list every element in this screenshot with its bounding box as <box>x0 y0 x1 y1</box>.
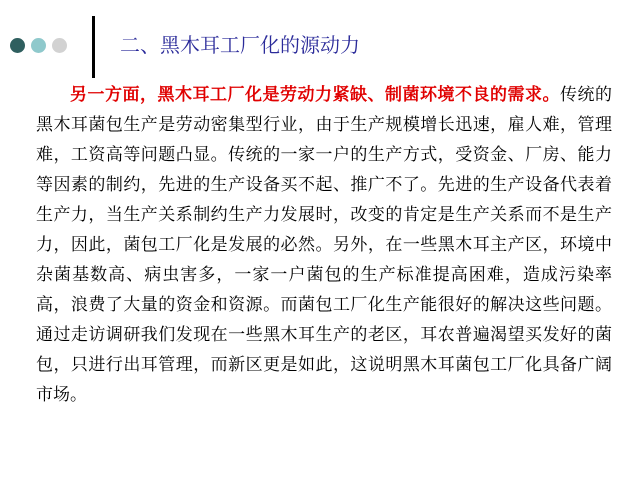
slide-title: 二、黑木耳工厂化的源动力 <box>120 33 360 57</box>
body-paragraph <box>36 80 612 410</box>
dot-light-teal <box>31 38 46 53</box>
decorative-dots <box>10 38 67 53</box>
dot-dark-teal <box>10 38 25 53</box>
highlight-sentence: 另一方面，黑木耳工厂化是劳动力紧缺、制菌环境不良的需求。 <box>70 85 560 105</box>
body-text: 传统的黑木耳菌包生产是劳动密集型行业，由于生产规模增长迅速，雇人难，管理难，工资高等问题凸显。传统的一家一户的生产方式，受资金、厂房、能力等因素的制约，先进的生产设备买不起、推广不了。先进的生产设备代表着生产力，当生产关系制约生产力发展时，改变的肯定是生产关系而不是生产力，因此，菌包工厂化是发展的必然。另外，在一些黑木耳主产区，环境中杂菌基数高、病虫害多，一家一户菌包的生产标准提高困难，造成污染率高，浪费了大量的资金和资源。而菌包工厂化生产能很好的解决这些问题。通过走访调研我们发现在一些黑木耳生产的老区，耳农普遍渴望买发好的菌包，只进行出耳管理，而新区更是如此，这说明黑木耳菌包工厂化具备广阔市场。 <box>36 85 612 405</box>
title-divider <box>92 16 95 78</box>
dot-gray <box>52 38 67 53</box>
